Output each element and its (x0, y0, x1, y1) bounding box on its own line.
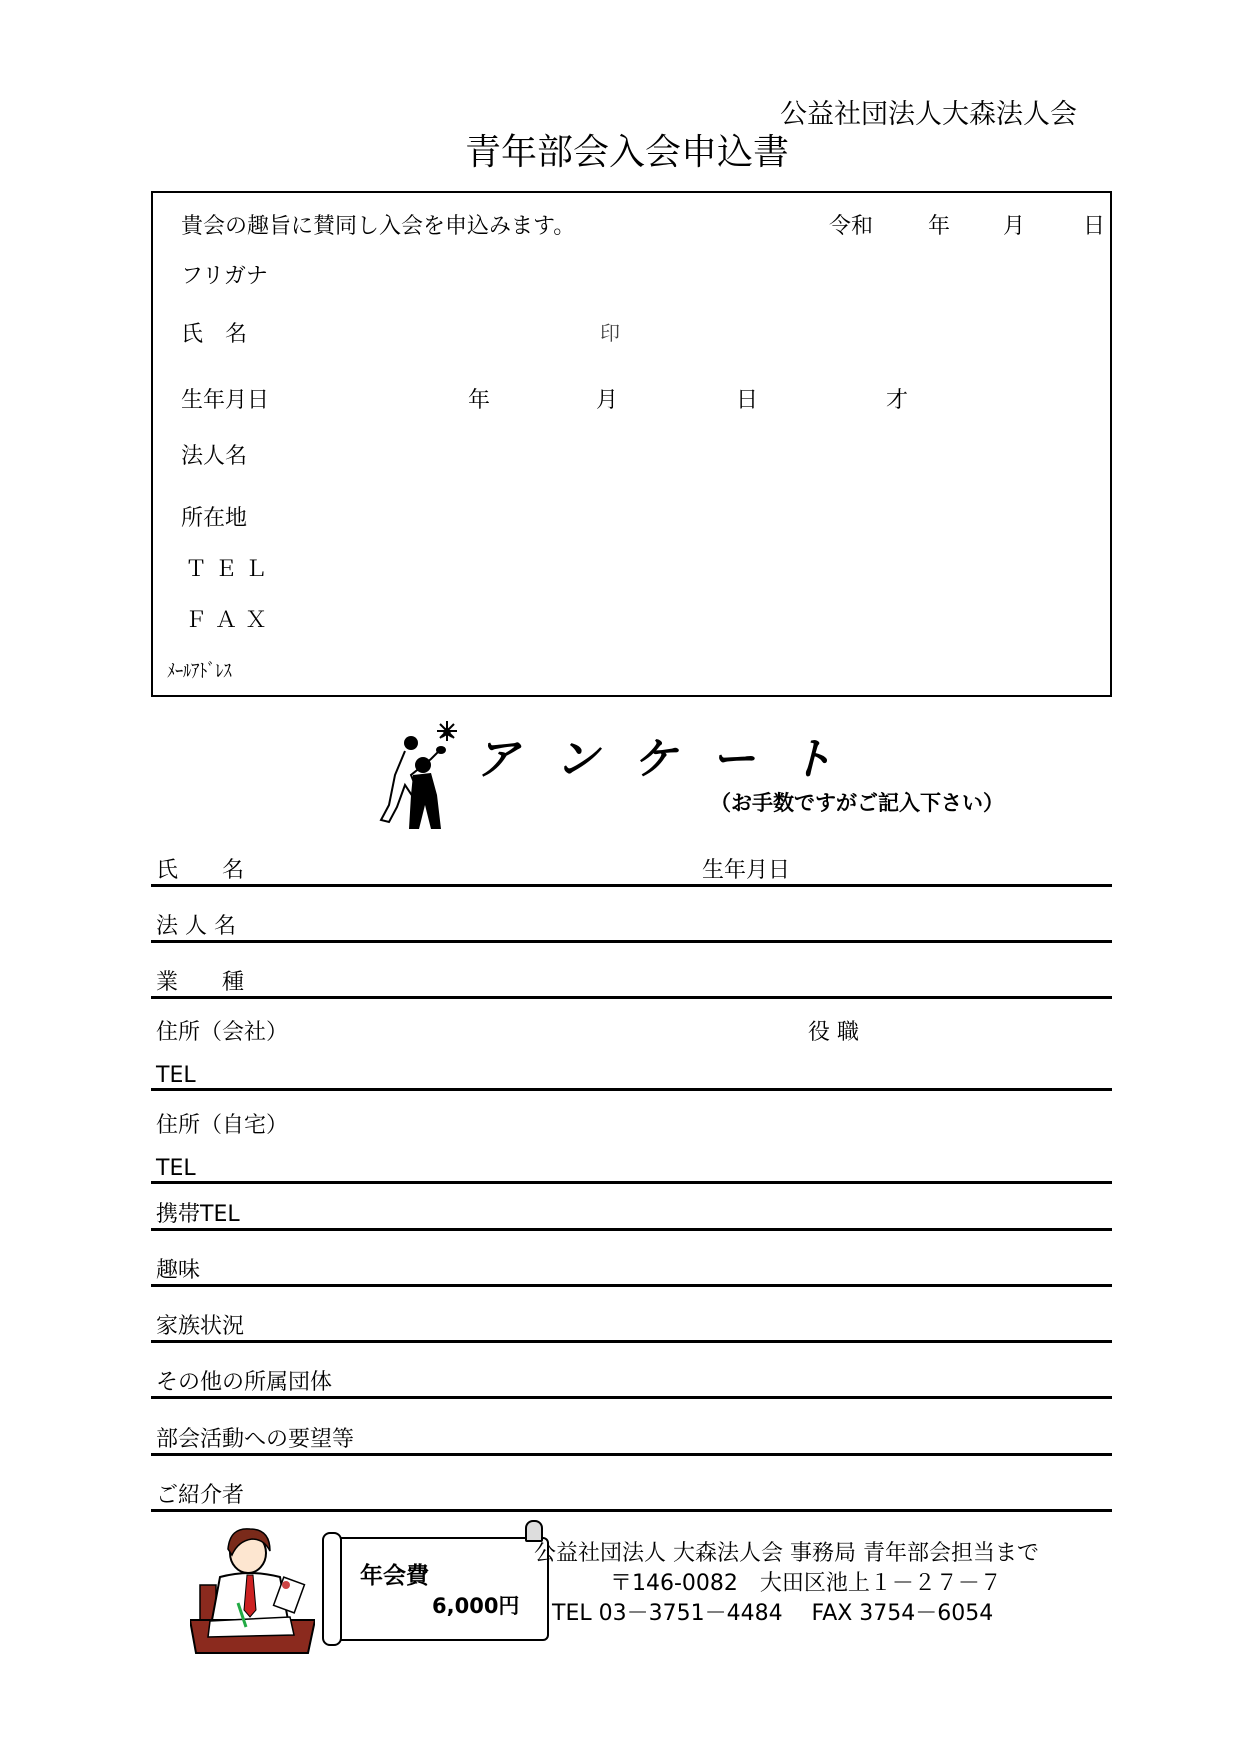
company-tel-row[interactable] (151, 1058, 1112, 1091)
name-field[interactable]: 氏 名 (181, 322, 248, 347)
company-address-label[interactable]: 住所（会社） (156, 1020, 289, 1045)
furigana-field[interactable]: フリガナ (181, 264, 268, 289)
footer-contact: 公益社団法人 大森法人会 事務局 青年部会担当まで (534, 1541, 1039, 1566)
annual-fee-amount: 6,000円 (432, 1594, 520, 1618)
survey-heading (375, 715, 1035, 835)
page-title: 青年部会入会申込書 (465, 132, 790, 173)
corporation-field[interactable]: 法人名 (181, 444, 248, 469)
heading-char: ー (711, 734, 755, 785)
survey-corporation-label: 法 人 名 (156, 914, 236, 939)
date-day[interactable]: 日 (1083, 214, 1106, 239)
tel-field[interactable]: ＴＥＬ (185, 557, 276, 582)
hobby-label: 趣味 (156, 1258, 201, 1283)
home-tel-label: TEL (156, 1156, 196, 1181)
position-label[interactable]: 役 職 (808, 1020, 859, 1045)
heading-char: ア (475, 734, 519, 785)
survey-industry-label: 業 種 (156, 970, 245, 995)
referrer-row[interactable] (151, 1479, 1112, 1512)
survey-name-label: 氏 名 (156, 858, 245, 883)
home-address-label[interactable]: 住所（自宅） (156, 1113, 289, 1138)
heading-char: ン (555, 734, 599, 785)
home-tel-row[interactable] (151, 1151, 1112, 1184)
other-groups-label: その他の所属団体 (156, 1370, 333, 1395)
heading-char: ト (789, 734, 833, 785)
birth-month: 月 (596, 388, 619, 413)
date-era: 令和 (829, 214, 874, 239)
climbing-people-icon (375, 715, 465, 830)
family-label: 家族状況 (156, 1314, 245, 1339)
email-field[interactable]: ﾒｰﾙｱﾄﾞﾚｽ (167, 660, 232, 682)
seal-mark: 印 (600, 321, 620, 345)
company-tel-label: TEL (156, 1063, 196, 1088)
man-writing-illustration (190, 1525, 315, 1655)
application-form (151, 191, 1112, 697)
survey-corporation-row[interactable] (151, 910, 1112, 943)
mobile-label: 携帯TEL (156, 1202, 240, 1227)
requests-label: 部会活動への要望等 (156, 1427, 355, 1452)
survey-name-row[interactable] (151, 854, 1112, 887)
footer-address: 〒146-0082 大田区池上１－２７－７ (610, 1571, 1002, 1596)
survey-birthdate-label: 生年月日 (702, 858, 791, 883)
address-field[interactable]: 所在地 (181, 506, 248, 531)
family-row[interactable] (151, 1310, 1112, 1343)
survey-industry-row[interactable] (151, 966, 1112, 999)
survey-subheading: （お手数ですがご記入下さい） (710, 791, 1004, 815)
date-month[interactable]: 月 (1003, 214, 1026, 239)
date-year[interactable]: 年 (928, 214, 951, 239)
requests-row[interactable] (151, 1423, 1112, 1456)
age: 才 (886, 388, 909, 413)
birth-day: 日 (736, 388, 759, 413)
mobile-row[interactable] (151, 1198, 1112, 1231)
organization-name: 公益社団法人大森法人会 (780, 99, 1077, 130)
hobby-row[interactable] (151, 1254, 1112, 1287)
heading-char: ケ (633, 734, 677, 785)
other-groups-row[interactable] (151, 1366, 1112, 1399)
fax-field[interactable]: ＦＡＸ (185, 608, 276, 633)
referrer-label: ご紹介者 (156, 1483, 245, 1508)
statement: 貴会の趣旨に賛同し入会を申込みます。 (181, 214, 576, 239)
footer-phones: TEL 03－3751－4484 FAX 3754－6054 (552, 1601, 994, 1626)
birthdate-field[interactable]: 生年月日 (181, 388, 270, 413)
annual-fee-label: 年会費 (360, 1563, 429, 1589)
birth-year: 年 (468, 388, 491, 413)
scroll-roll-icon (322, 1532, 342, 1646)
